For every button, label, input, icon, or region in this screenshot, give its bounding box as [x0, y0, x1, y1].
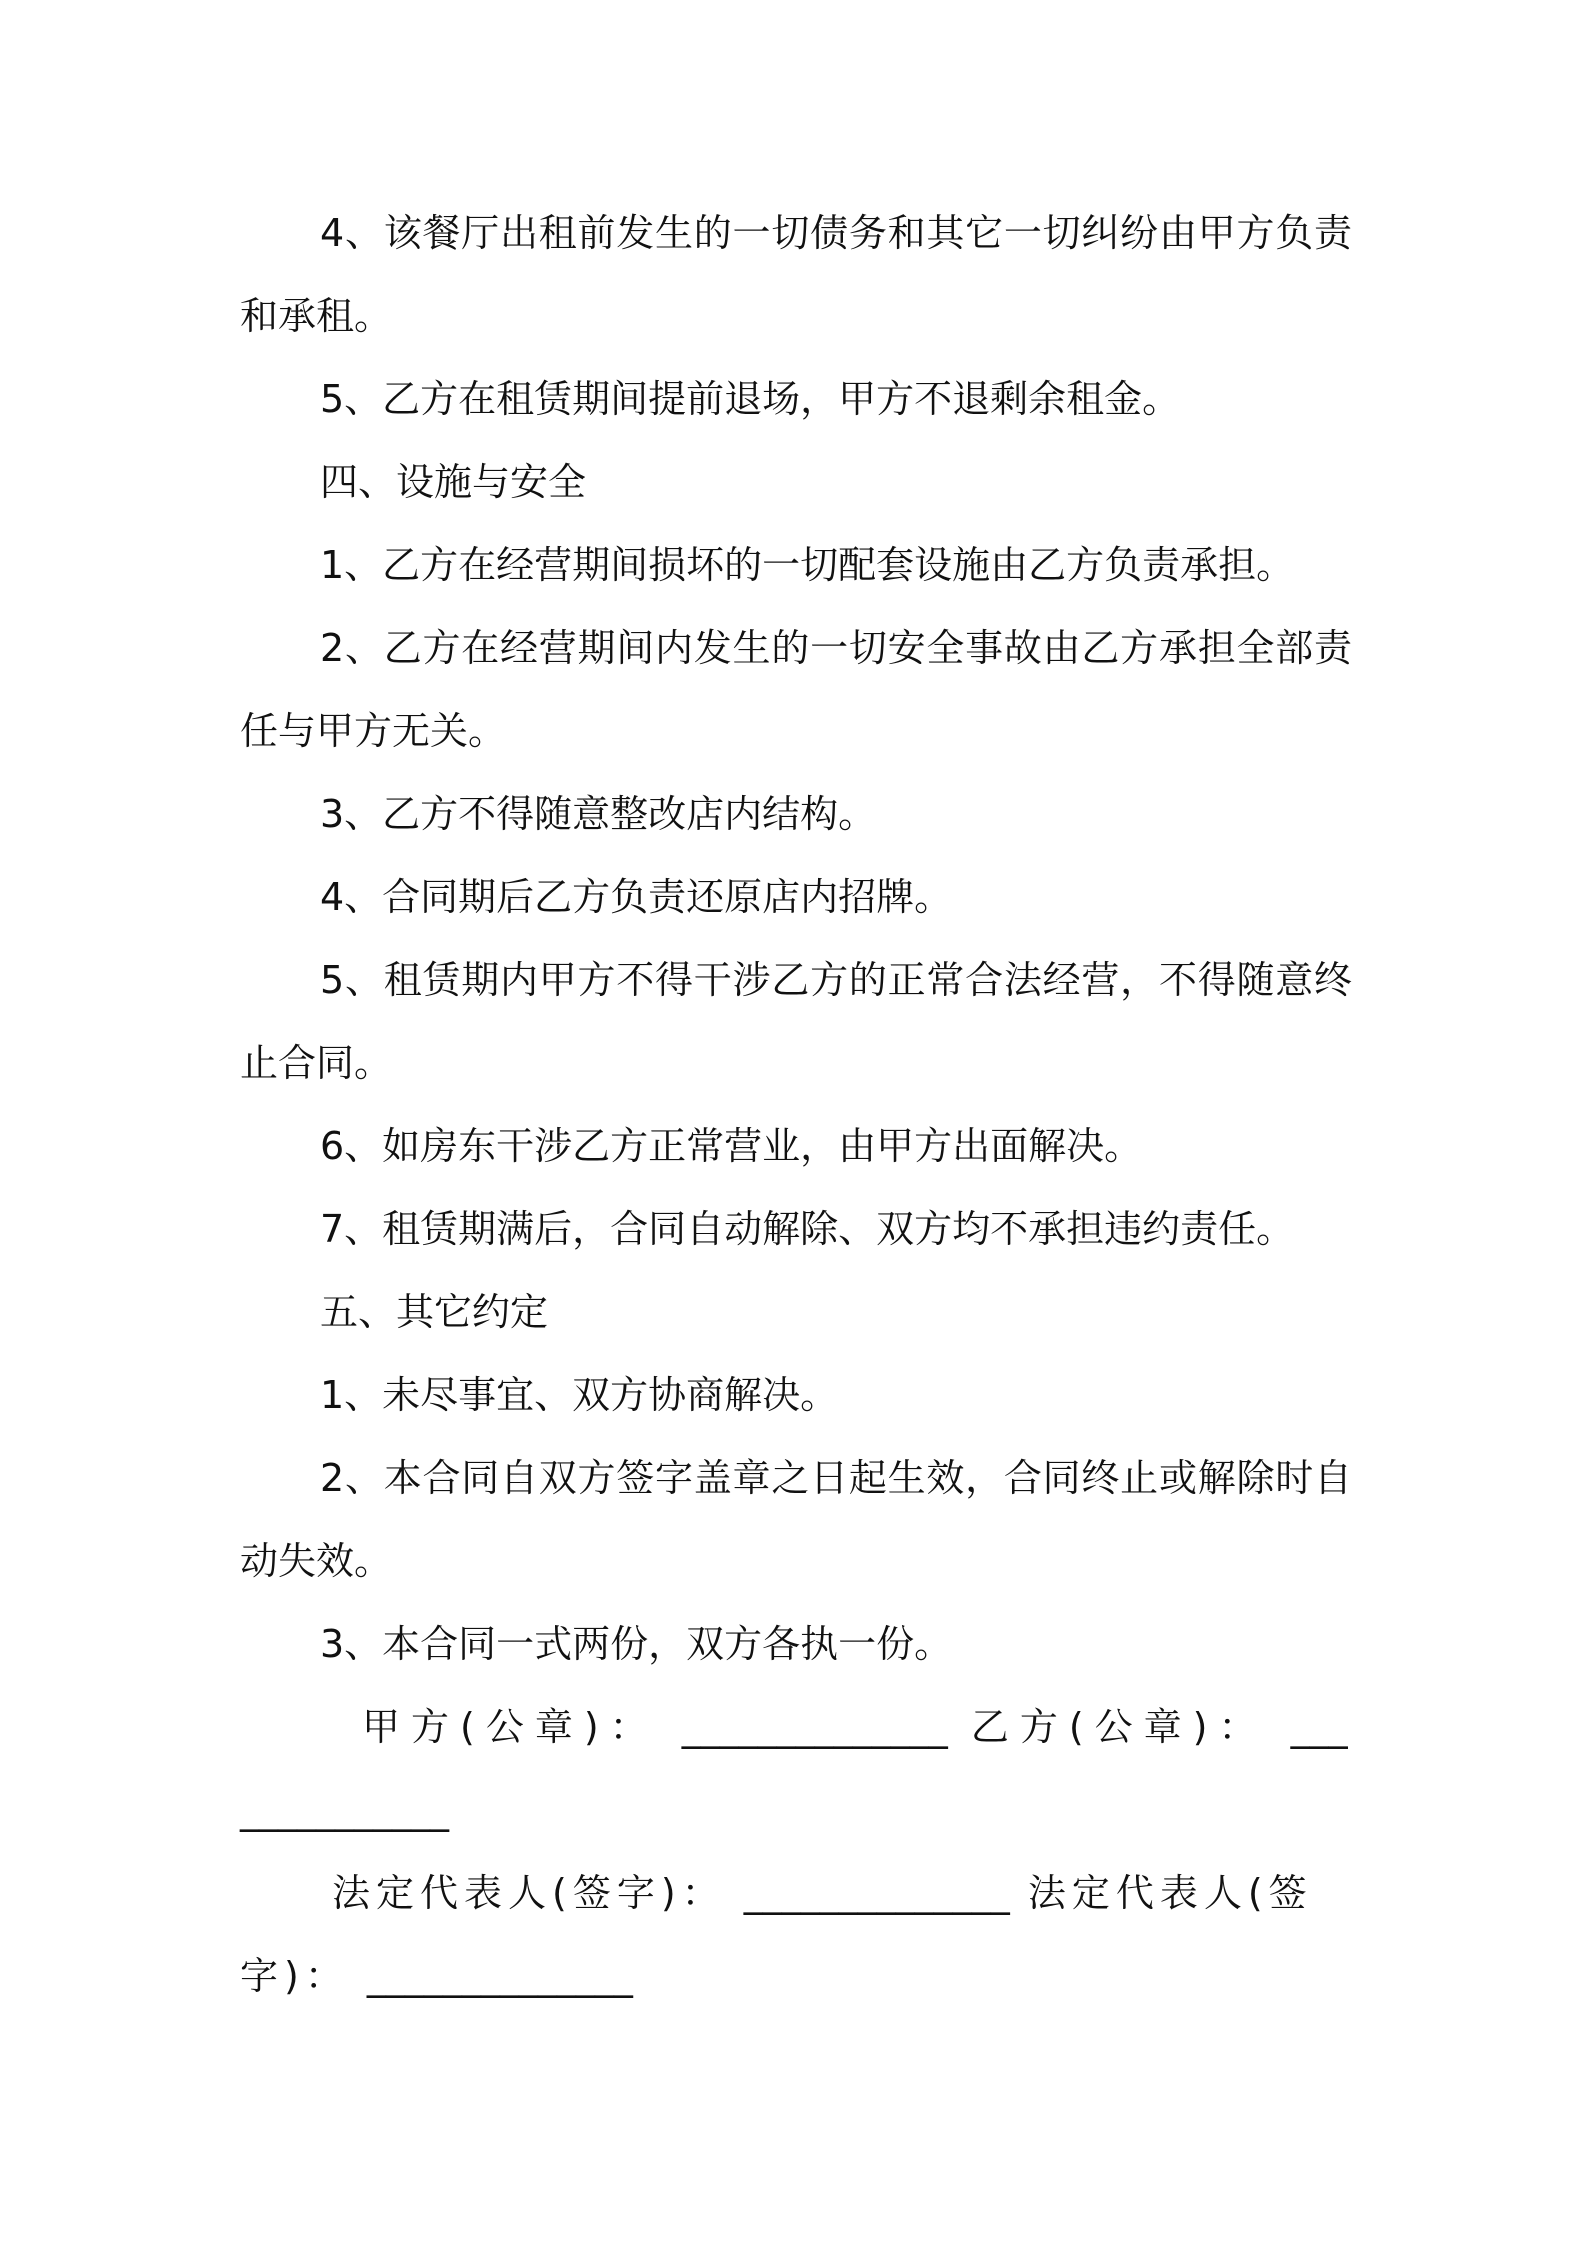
clause-5-1: 1、未尽事宜、双方协商解决。: [320, 1373, 839, 1417]
party-a-rep-blank: ______________: [743, 1871, 1010, 1915]
section-heading-facilities-safety: 四、设施与安全: [320, 460, 587, 504]
party-a-seal-label: 甲方(公章)：: [362, 1705, 659, 1749]
clause-4-3: 3、乙方不得随意整改店内结构。: [320, 792, 877, 836]
clause-4-7: 7、租赁期满后，合同自动解除、双方均不承担违约责任。: [320, 1207, 1295, 1251]
seal-signature-line: [240, 1686, 1352, 1852]
clause-4-1: 1、乙方在经营期间损坏的一切配套设施由乙方负责承担。: [320, 543, 1295, 587]
party-b-seal-label: 乙方(公章)：: [970, 1705, 1268, 1749]
party-a-seal-blank: ______________: [681, 1705, 948, 1749]
clause-4-4: 4、合同期后乙方负责还原店内招牌。: [320, 875, 953, 919]
clause-5-2: 2、本合同自双方签字盖章之日起生效，合同终止或解除时自动失效。: [240, 1456, 1352, 1583]
party-b-seal-blank: ______________: [240, 1705, 1348, 1832]
party-a-rep-label: 法定代表人(签字)：: [332, 1871, 726, 1915]
clause-4-6: 6、如房东干涉乙方正常营业，由甲方出面解决。: [320, 1124, 1143, 1168]
clause-5-3: 3、本合同一式两份，双方各执一份。: [320, 1622, 953, 1666]
representative-signature-line: [240, 1852, 1352, 2018]
clause-3-4: 4、该餐厅出租前发生的一切债务和其它一切纠纷由甲方负责和承租。: [240, 211, 1352, 338]
clause-4-5: 5、租赁期内甲方不得干涉乙方的正常合法经营，不得随意终止合同。: [240, 958, 1352, 1085]
section-heading-other-terms: 五、其它约定: [320, 1290, 549, 1334]
party-b-rep-label: 法定代表人(签字)：: [240, 1871, 1313, 1998]
clause-3-5: 5、乙方在租赁期间提前退场，甲方不退剩余租金。: [320, 377, 1181, 421]
party-b-rep-blank: ______________: [366, 1954, 633, 1998]
contract-body: [240, 192, 1352, 2018]
clause-4-2: 2、乙方在经营期间内发生的一切安全事故由乙方承担全部责任与甲方无关。: [240, 626, 1352, 753]
